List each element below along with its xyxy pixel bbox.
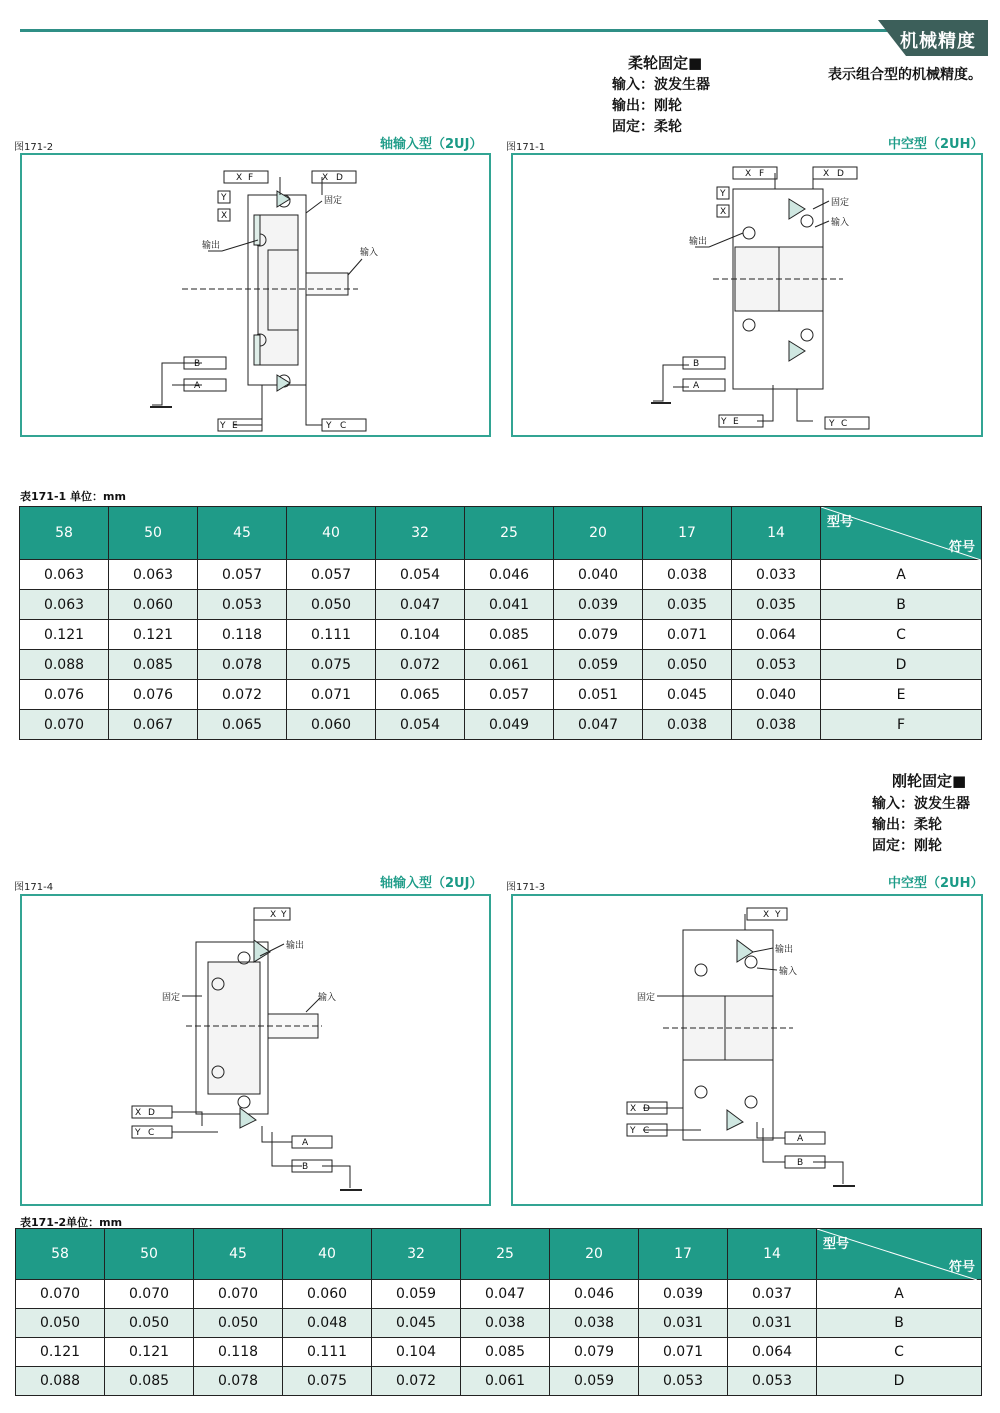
symbol-label: 符号 xyxy=(948,1260,975,1275)
value-cell: 0.040 xyxy=(554,560,643,590)
table171-1 xyxy=(19,506,982,740)
value-cell: 0.053 xyxy=(198,590,287,620)
fig171-1-id: 图171-1 xyxy=(506,142,546,153)
fig2-label-y3: Y xyxy=(326,421,332,431)
table-row xyxy=(20,680,982,710)
section2-title-text: 刚轮固定 xyxy=(892,772,953,790)
intro-text: 表示组合型的机械精度。 xyxy=(828,67,982,83)
fig2-label-x: X xyxy=(236,173,243,183)
section1-title-text: 柔轮固定 xyxy=(628,54,689,72)
table-row xyxy=(20,560,982,590)
fig4-label-d: D xyxy=(148,1108,155,1118)
type-label: 型号 xyxy=(827,515,854,530)
fig3-label-b: B xyxy=(797,1158,804,1168)
figure-171-4 xyxy=(20,894,491,1206)
value-cell: 0.038 xyxy=(643,710,732,740)
value-cell: 0.070 xyxy=(16,1280,105,1309)
symbol-cell: F xyxy=(821,710,982,740)
value-cell: 0.059 xyxy=(550,1367,639,1396)
value-cell: 0.118 xyxy=(194,1338,283,1367)
fig2-label-input: 输入 xyxy=(360,248,379,258)
value-cell: 0.075 xyxy=(283,1367,372,1396)
fig1-label-y2: Y xyxy=(721,417,727,427)
table171-2-caption: 表171-2单位：mm xyxy=(20,1216,123,1229)
symbol-cell: D xyxy=(817,1367,982,1396)
fig4-label-y: Y xyxy=(281,910,287,920)
value-cell: 0.065 xyxy=(198,710,287,740)
fig2-label-y2: Y xyxy=(220,421,226,431)
symbol-cell: B xyxy=(821,590,982,620)
size-header-20: 20 xyxy=(554,507,643,560)
fig2-label-output: 输出 xyxy=(202,241,221,251)
fig1-label-y: Y xyxy=(720,189,726,199)
fig171-1-subtitle: 中空型（2UH） xyxy=(888,137,984,152)
value-cell: 0.039 xyxy=(554,590,643,620)
value-cell: 0.047 xyxy=(554,710,643,740)
figure-171-3-drawing xyxy=(513,896,981,1204)
symbol-cell: A xyxy=(821,560,982,590)
value-cell: 0.070 xyxy=(105,1280,194,1309)
table2-header-row xyxy=(16,1229,982,1280)
fig3-label-input: 输入 xyxy=(779,967,798,977)
value-cell: 0.054 xyxy=(376,710,465,740)
value-cell: 0.060 xyxy=(283,1280,372,1309)
size-header-40: 40 xyxy=(283,1229,372,1280)
fig3-label-y2: Y xyxy=(630,1126,636,1136)
value-cell: 0.085 xyxy=(461,1338,550,1367)
value-cell: 0.039 xyxy=(639,1280,728,1309)
value-cell: 0.075 xyxy=(287,650,376,680)
fig1-label-x3: X xyxy=(720,207,727,217)
value-cell: 0.063 xyxy=(20,590,109,620)
fig1-label-b: B xyxy=(693,359,700,369)
value-cell: 0.050 xyxy=(105,1309,194,1338)
value-cell: 0.046 xyxy=(465,560,554,590)
value-cell: 0.047 xyxy=(461,1280,550,1309)
size-header-32: 32 xyxy=(372,1229,461,1280)
value-cell: 0.059 xyxy=(554,650,643,680)
value-cell: 0.070 xyxy=(20,710,109,740)
symbol-cell: E xyxy=(821,680,982,710)
size-header-17: 17 xyxy=(643,507,732,560)
value-cell: 0.046 xyxy=(550,1280,639,1309)
value-cell: 0.111 xyxy=(287,620,376,650)
size-header-14: 14 xyxy=(732,507,821,560)
value-cell: 0.057 xyxy=(198,560,287,590)
value-cell: 0.065 xyxy=(376,680,465,710)
fig2-label-b: B xyxy=(194,359,201,369)
size-header-50: 50 xyxy=(105,1229,194,1280)
value-cell: 0.121 xyxy=(20,620,109,650)
section1-fixed-line: 固定：柔轮 xyxy=(612,119,682,135)
fig2-label-e: E xyxy=(232,421,238,431)
value-cell: 0.071 xyxy=(287,680,376,710)
fig4-label-c: C xyxy=(148,1128,155,1138)
table2-body xyxy=(16,1280,982,1396)
table1-body xyxy=(20,560,982,740)
value-cell: 0.111 xyxy=(283,1338,372,1367)
value-cell: 0.033 xyxy=(732,560,821,590)
value-cell: 0.104 xyxy=(372,1338,461,1367)
value-cell: 0.079 xyxy=(550,1338,639,1367)
fig1-label-input: 输入 xyxy=(831,218,850,228)
header-rule xyxy=(20,29,900,32)
table171-1-caption: 表171-1 单位：mm xyxy=(20,490,126,503)
table-row xyxy=(20,590,982,620)
value-cell: 0.037 xyxy=(728,1280,817,1309)
fig4-label-x2: X xyxy=(135,1108,142,1118)
value-cell: 0.038 xyxy=(732,710,821,740)
figure-171-2-drawing xyxy=(22,155,489,435)
table1-corner-cell xyxy=(821,507,982,560)
size-header-45: 45 xyxy=(198,507,287,560)
fig2-label-f: F xyxy=(248,173,254,183)
value-cell: 0.088 xyxy=(20,650,109,680)
size-header-40: 40 xyxy=(287,507,376,560)
fig1-label-output: 输出 xyxy=(689,237,708,247)
fig2-label-x2: X xyxy=(322,173,329,183)
figure-171-1-drawing xyxy=(513,155,981,435)
value-cell: 0.060 xyxy=(109,590,198,620)
section2-output-line: 输出：柔轮 xyxy=(872,817,942,833)
value-cell: 0.035 xyxy=(732,590,821,620)
value-cell: 0.121 xyxy=(105,1338,194,1367)
fig3-label-c: C xyxy=(643,1126,650,1136)
table-row xyxy=(16,1367,982,1396)
page-tab-label: 机械精度 xyxy=(900,31,976,52)
symbol-cell: C xyxy=(821,620,982,650)
symbol-label: 符号 xyxy=(948,540,975,555)
value-cell: 0.048 xyxy=(283,1309,372,1338)
size-header-58: 58 xyxy=(20,507,109,560)
symbol-cell: B xyxy=(817,1309,982,1338)
value-cell: 0.061 xyxy=(461,1367,550,1396)
fig1-label-x2: X xyxy=(823,169,830,179)
value-cell: 0.121 xyxy=(109,620,198,650)
fig4-label-x: X xyxy=(270,910,277,920)
section2-input-line: 输入：波发生器 xyxy=(872,796,970,812)
fig3-label-d: D xyxy=(643,1104,650,1114)
type-label: 型号 xyxy=(823,1237,850,1252)
fig1-label-fixed: 固定 xyxy=(831,198,850,208)
value-cell: 0.041 xyxy=(465,590,554,620)
fig171-2-id: 图171-2 xyxy=(14,142,54,153)
fig1-label-x: X xyxy=(745,169,752,179)
fig4-label-output: 输出 xyxy=(286,941,305,951)
section2-fixed-line: 固定：刚轮 xyxy=(872,838,942,854)
value-cell: 0.054 xyxy=(376,560,465,590)
size-header-58: 58 xyxy=(16,1229,105,1280)
value-cell: 0.045 xyxy=(372,1309,461,1338)
table2-corner-cell xyxy=(817,1229,982,1280)
value-cell: 0.059 xyxy=(372,1280,461,1309)
value-cell: 0.050 xyxy=(287,590,376,620)
figure-171-2 xyxy=(20,153,491,437)
value-cell: 0.085 xyxy=(465,620,554,650)
size-header-14: 14 xyxy=(728,1229,817,1280)
size-header-25: 25 xyxy=(461,1229,550,1280)
symbol-cell: D xyxy=(821,650,982,680)
size-header-17: 17 xyxy=(639,1229,728,1280)
value-cell: 0.050 xyxy=(643,650,732,680)
table1-header-row xyxy=(20,507,982,560)
value-cell: 0.035 xyxy=(643,590,732,620)
value-cell: 0.071 xyxy=(639,1338,728,1367)
value-cell: 0.060 xyxy=(287,710,376,740)
square-bullet-icon: ■ xyxy=(688,54,703,72)
fig4-label-input: 输入 xyxy=(318,993,337,1003)
fig2-label-fixed: 固定 xyxy=(324,196,343,206)
fig4-label-a: A xyxy=(302,1138,309,1148)
section1-title xyxy=(628,52,702,73)
value-cell: 0.031 xyxy=(728,1309,817,1338)
fig1-label-e: E xyxy=(733,417,739,427)
value-cell: 0.121 xyxy=(16,1338,105,1367)
fig1-label-a: A xyxy=(693,381,700,391)
value-cell: 0.088 xyxy=(16,1367,105,1396)
size-header-50: 50 xyxy=(109,507,198,560)
fig3-label-output: 输出 xyxy=(775,945,794,955)
fig4-label-fixed: 固定 xyxy=(162,993,181,1003)
table-row xyxy=(16,1309,982,1338)
value-cell: 0.045 xyxy=(643,680,732,710)
fig171-3-subtitle: 中空型（2UH） xyxy=(888,876,984,891)
value-cell: 0.064 xyxy=(732,620,821,650)
value-cell: 0.049 xyxy=(465,710,554,740)
section2-io-list xyxy=(872,794,970,857)
fig4-label-y2: Y xyxy=(135,1128,141,1138)
size-header-25: 25 xyxy=(465,507,554,560)
symbol-cell: C xyxy=(817,1338,982,1367)
section1-output-line: 输出：刚轮 xyxy=(612,98,682,114)
fig2-label-d: D xyxy=(336,173,343,183)
size-header-45: 45 xyxy=(194,1229,283,1280)
fig2-label-c: C xyxy=(340,421,347,431)
value-cell: 0.078 xyxy=(198,650,287,680)
figure-171-3 xyxy=(511,894,983,1206)
fig1-label-y3: Y xyxy=(829,419,835,429)
page-tab xyxy=(878,20,988,56)
value-cell: 0.038 xyxy=(550,1309,639,1338)
table-row xyxy=(20,710,982,740)
value-cell: 0.067 xyxy=(109,710,198,740)
table171-2 xyxy=(15,1228,982,1396)
value-cell: 0.064 xyxy=(728,1338,817,1367)
size-header-20: 20 xyxy=(550,1229,639,1280)
fig2-label-a: A xyxy=(194,381,201,391)
value-cell: 0.071 xyxy=(643,620,732,650)
value-cell: 0.061 xyxy=(465,650,554,680)
fig3-label-x: X xyxy=(763,910,770,920)
fig1-label-d: D xyxy=(837,169,844,179)
value-cell: 0.057 xyxy=(287,560,376,590)
value-cell: 0.038 xyxy=(461,1309,550,1338)
fig3-label-fixed: 固定 xyxy=(637,993,656,1003)
fig1-label-f: F xyxy=(759,169,765,179)
value-cell: 0.053 xyxy=(732,650,821,680)
value-cell: 0.040 xyxy=(732,680,821,710)
figure-171-4-drawing xyxy=(22,896,489,1204)
value-cell: 0.118 xyxy=(198,620,287,650)
value-cell: 0.076 xyxy=(20,680,109,710)
fig171-4-subtitle: 轴输入型（2UJ） xyxy=(380,876,483,891)
value-cell: 0.079 xyxy=(554,620,643,650)
value-cell: 0.053 xyxy=(728,1367,817,1396)
value-cell: 0.050 xyxy=(194,1309,283,1338)
fig171-4-id: 图171-4 xyxy=(14,882,54,893)
symbol-cell: A xyxy=(817,1280,982,1309)
fig3-label-a: A xyxy=(797,1134,804,1144)
fig3-label-y: Y xyxy=(775,910,781,920)
value-cell: 0.051 xyxy=(554,680,643,710)
value-cell: 0.063 xyxy=(20,560,109,590)
table-row xyxy=(20,650,982,680)
value-cell: 0.038 xyxy=(643,560,732,590)
section2-title xyxy=(892,770,966,791)
fig171-3-id: 图171-3 xyxy=(506,882,546,893)
value-cell: 0.053 xyxy=(639,1367,728,1396)
fig1-label-c: C xyxy=(841,419,848,429)
value-cell: 0.031 xyxy=(639,1309,728,1338)
section1-io-list xyxy=(612,75,710,138)
fig2-label-x3: X xyxy=(221,211,228,221)
value-cell: 0.070 xyxy=(194,1280,283,1309)
value-cell: 0.063 xyxy=(109,560,198,590)
section1-input-line: 输入：波发生器 xyxy=(612,77,710,93)
figure-171-1 xyxy=(511,153,983,437)
table-row xyxy=(16,1280,982,1309)
value-cell: 0.072 xyxy=(376,650,465,680)
value-cell: 0.072 xyxy=(372,1367,461,1396)
fig3-label-x2: X xyxy=(630,1104,637,1114)
value-cell: 0.072 xyxy=(198,680,287,710)
value-cell: 0.076 xyxy=(109,680,198,710)
table-row xyxy=(16,1338,982,1367)
value-cell: 0.104 xyxy=(376,620,465,650)
value-cell: 0.078 xyxy=(194,1367,283,1396)
table-row xyxy=(20,620,982,650)
value-cell: 0.050 xyxy=(16,1309,105,1338)
value-cell: 0.047 xyxy=(376,590,465,620)
fig2-label-y: Y xyxy=(221,193,227,203)
value-cell: 0.085 xyxy=(109,650,198,680)
square-bullet-icon: ■ xyxy=(952,772,967,790)
value-cell: 0.057 xyxy=(465,680,554,710)
fig4-label-b: B xyxy=(302,1162,309,1172)
fig171-2-subtitle: 轴输入型（2UJ） xyxy=(380,137,483,152)
value-cell: 0.085 xyxy=(105,1367,194,1396)
size-header-32: 32 xyxy=(376,507,465,560)
